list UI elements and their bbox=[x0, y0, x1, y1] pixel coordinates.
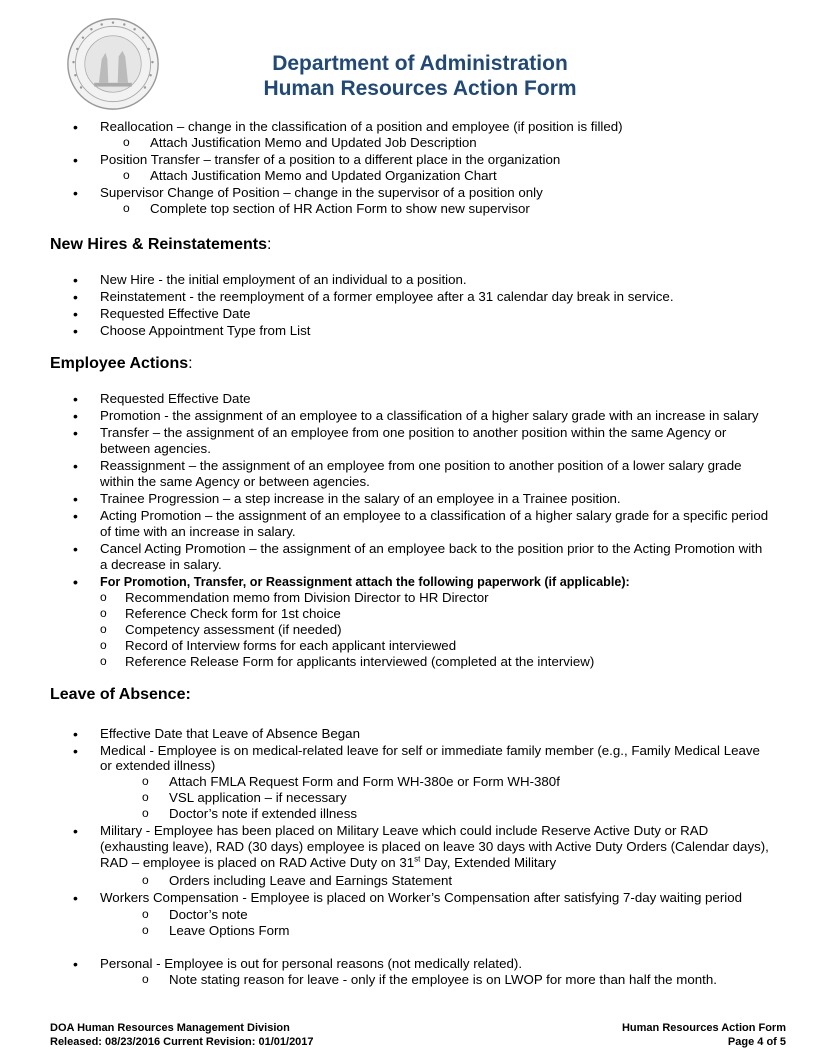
footer-form-name: Human Resources Action Form bbox=[621, 1022, 786, 1034]
list-item: • Reallocation – change in the classification of a position and employee (if position is filled) bbox=[100, 119, 623, 136]
list-item: • Reassignment – the assignment of an employee from one position to another position of a lower salary grade bbox=[100, 458, 742, 475]
list-item-cont: RAD – employee is placed on RAD Active Duty on 31st Day, Extended Military bbox=[100, 854, 557, 870]
footer-division: DOA Human Resources Management Division bbox=[50, 1022, 290, 1034]
list-subitem: o Competency assessment (if needed) bbox=[125, 622, 342, 639]
section-heading-new-hires: New Hires & Reinstatements: bbox=[50, 236, 272, 253]
list-item: • Reinstatement - the reemployment of a former employee after a 31 calendar day break in service. bbox=[100, 289, 674, 306]
page-title: Department of Administration bbox=[272, 52, 568, 75]
list-item: • Personal - Employee is out for personal reasons (not medically related). bbox=[100, 956, 522, 973]
list-subitem: o Record of Interview forms for each applicant interviewed bbox=[125, 638, 456, 655]
list-item: • Requested Effective Date bbox=[100, 306, 251, 323]
list-subitem: o Complete top section of HR Action Form to show new supervisor bbox=[150, 201, 530, 218]
paperwork-heading: • For Promotion, Transfer, or Reassignment attach the following paperwork (if applicable): bbox=[100, 574, 630, 591]
list-item: • Workers Compensation - Employee is placed on Worker’s Compensation after satisfying 7-day waiting period bbox=[100, 890, 742, 907]
list-item-cont: or extended illness) bbox=[100, 758, 216, 773]
list-subitem: o Reference Check form for 1st choice bbox=[125, 606, 341, 623]
footer-page-number: Page 4 of 5 bbox=[727, 1036, 786, 1048]
list-item: • Acting Promotion – the assignment of an employee to a classification of a higher salary grade for a specific period bbox=[100, 508, 768, 525]
list-item: • Trainee Progression – a step increase in the salary of an employee in a Trainee position. bbox=[100, 491, 621, 508]
list-item: • Cancel Acting Promotion – the assignment of an employee back to the position prior to the Acting Promotion with bbox=[100, 541, 762, 558]
list-item: • Effective Date that Leave of Absence Began bbox=[100, 726, 360, 743]
list-subitem: o Attach Justification Memo and Updated Organization Chart bbox=[150, 168, 497, 185]
list-item: • Medical - Employee is on medical-related leave for self or immediate family member (e.g., Family Medical Leave bbox=[100, 743, 760, 760]
list-subitem: o Attach FMLA Request Form and Form WH-380e or Form WH-380f bbox=[169, 774, 560, 791]
list-subitem: o Doctor’s note if extended illness bbox=[169, 806, 357, 823]
list-subitem: o VSL application – if necessary bbox=[169, 790, 347, 807]
list-item: • New Hire - the initial employment of an individual to a position. bbox=[100, 272, 467, 289]
list-item: • Supervisor Change of Position – change in the supervisor of a position only bbox=[100, 185, 543, 202]
page-subtitle: Human Resources Action Form bbox=[263, 77, 577, 100]
list-item: • Military - Employee has been placed on Military Leave which could include Reserve Active Duty or RAD bbox=[100, 823, 708, 840]
list-subitem: o Doctor’s note bbox=[169, 907, 248, 924]
list-item: • Promotion - the assignment of an employee to a classification of a higher salary grade with an increase in salary bbox=[100, 408, 759, 425]
section-heading-employee-actions: Employee Actions: bbox=[50, 355, 193, 372]
list-subitem: o Attach Justification Memo and Updated Job Description bbox=[150, 135, 477, 152]
list-item: • Choose Appointment Type from List bbox=[100, 323, 310, 340]
list-item: • Position Transfer – transfer of a position to a different place in the organization bbox=[100, 152, 560, 169]
state-seal-logo bbox=[66, 17, 160, 111]
list-item: • Requested Effective Date bbox=[100, 391, 251, 408]
list-item: • Transfer – the assignment of an employee from one position to another position within the same Agency or bbox=[100, 425, 726, 442]
list-subitem: o Note stating reason for leave - only if the employee is on LWOP for more than half the month. bbox=[169, 972, 717, 989]
list-subitem: o Recommendation memo from Division Director to HR Director bbox=[125, 590, 489, 607]
list-item-cont: a decrease in salary. bbox=[100, 557, 222, 572]
section-heading-leave: Leave of Absence: bbox=[50, 686, 191, 703]
list-item-cont: (exhausting leave), RAD (30 days) employee is placed on leave 30 days with Active Duty Orders (Calendar days), bbox=[100, 839, 769, 854]
list-item-cont: within the same Agency or between agencies. bbox=[100, 474, 370, 489]
footer-revision: Released: 08/23/2016 Current Revision: 01/01/2017 bbox=[50, 1036, 314, 1048]
list-item-cont: of time with an increase in salary. bbox=[100, 524, 296, 539]
list-item-cont: between agencies. bbox=[100, 441, 211, 456]
list-subitem: o Reference Release Form for applicants interviewed (completed at the interview) bbox=[125, 654, 594, 671]
list-subitem: o Orders including Leave and Earnings Statement bbox=[169, 873, 452, 890]
list-subitem: o Leave Options Form bbox=[169, 923, 289, 940]
